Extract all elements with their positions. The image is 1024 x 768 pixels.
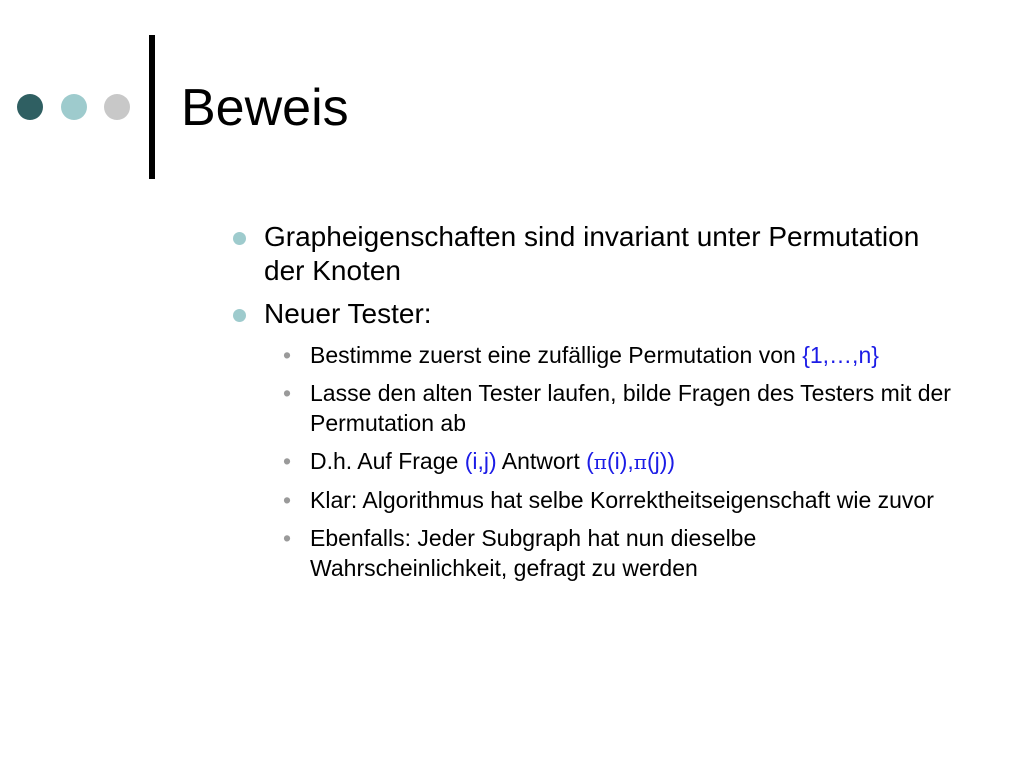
bullet-dot-icon <box>233 232 246 245</box>
sub-bullet-dot-icon: • <box>283 342 292 368</box>
sub-bullet-item <box>233 378 953 438</box>
slide-content <box>233 220 953 591</box>
sub-bullet-text: Antwort <box>496 448 587 474</box>
sub-bullet-text: D.h. Auf Frage <box>310 448 465 474</box>
sub-bullet-highlight: ( <box>586 448 594 474</box>
sub-bullet-highlight: (i,j) <box>464 448 497 474</box>
sub-bullet-text: Klar: Algorithmus hat selbe Korrektheitseigenschaft wie zuvor <box>310 487 934 513</box>
bullet-item <box>233 297 953 331</box>
bullet-item <box>233 220 953 288</box>
pi-symbol: π <box>633 450 647 474</box>
sub-bullet-highlight: (i), <box>606 448 634 474</box>
sub-bullet-item <box>233 340 953 370</box>
bullet-text: Grapheigenschaften sind invariant unter Permutation der Knoten <box>264 221 920 286</box>
bullet-text: Neuer Tester: <box>264 298 432 329</box>
sub-bullet-item <box>233 485 953 515</box>
header-dot-teal <box>61 94 87 120</box>
sub-bullet-dot-icon: • <box>283 487 292 513</box>
sub-bullet-dot-icon: • <box>283 380 292 406</box>
title-divider <box>149 35 155 179</box>
sub-bullet-dot-icon: • <box>283 525 292 551</box>
sub-bullet-text: Lasse den alten Tester laufen, bilde Fragen des Testers mit der Permutation ab <box>310 380 951 436</box>
sub-bullet-item <box>233 446 953 477</box>
header-dot-dark <box>17 94 43 120</box>
slide-title: Beweis <box>181 79 349 137</box>
sub-bullet-highlight: {1,…,n} <box>802 342 879 368</box>
sub-bullet-text: Ebenfalls: Jeder Subgraph hat nun dieselbe Wahrscheinlichkeit, gefragt zu werden <box>310 525 757 581</box>
pi-symbol: π <box>593 450 607 474</box>
bullet-dot-icon <box>233 309 246 322</box>
header-dot-gray <box>104 94 130 120</box>
sub-bullet-item <box>233 523 953 583</box>
sub-bullet-dot-icon: • <box>283 448 292 474</box>
sub-bullet-list <box>233 340 953 583</box>
sub-bullet-highlight: (j)) <box>646 448 676 474</box>
sub-bullet-text: Bestimme zuerst eine zufällige Permutation von <box>310 342 803 368</box>
